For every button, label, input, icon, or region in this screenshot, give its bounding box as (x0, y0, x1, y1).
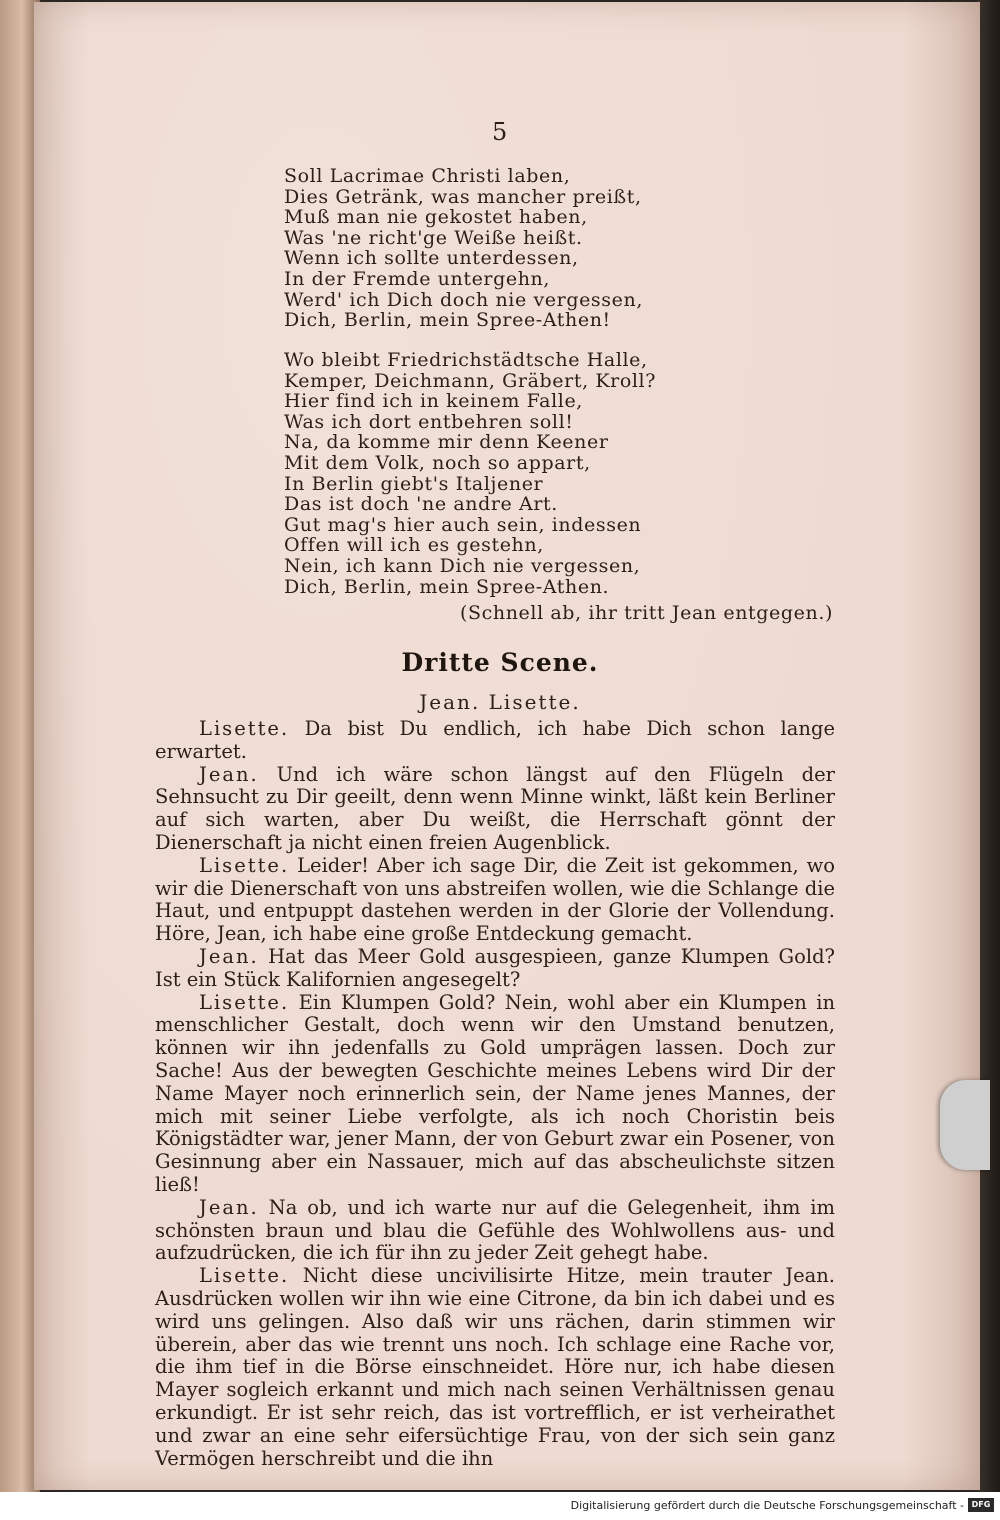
bookmark-tab (940, 1080, 990, 1170)
verse-line: Offen will ich es gestehn, (284, 534, 544, 557)
speech-text: Na ob, und ich warte nur auf die Gelegenheit, ihm im schönsten braun und blau die Gefühle des Wohlwollens aus- und aufzudrücken, die ich für ihn zu jeder Zeit gehegt habe. (155, 1195, 836, 1265)
speech-text: Hat das Meer Gold ausgespieen, ganze Klumpen Gold? Ist ein Stück Kalifornien angesegelt? (155, 944, 836, 991)
speech-text: Leider! Aber ich sage Dir, die Zeit ist gekommen, wo wir die Dienerschaft von uns abstreifen wollen, wie die Schlange die Haut, und entpuppt dastehen werden in der Glorie der Vollendung. Höre, Jean, ich habe eine große Entdeckung gemacht. (155, 853, 836, 946)
verse-line: Nein, ich kann Dich nie vergessen, (284, 554, 641, 577)
verse-line: Was ich dort entbehren soll! (284, 410, 574, 433)
speech-text: Nicht diese uncivilisirte Hitze, mein trauter Jean. Ausdrücken wollen wir ihn wie eine Citrone, da bin ich dabei und es wird uns gelingen. Also daß wir uns rächen, darin stimmen wir überein, aber das wie trennt uns noch. Ich schlage eine Rache vor, die ihm tief in die Börse einschneidet. Höre nur, ich habe diesen Mayer sogleich erkannt und mich nach seinen Verhältnissen genau erkundigt. Er ist sehr reich, das ist vortrefflich, er ist verheirathet und zwar an eine sehr eifersüchtige Frau, von der sich sein ganz Vermögen herschreibt und die ihn (155, 1264, 835, 1470)
verse-line: Das ist doch 'ne andre Art. (284, 493, 558, 516)
verse-line: Soll Lacrimae Christi laben, (284, 165, 571, 187)
verse-line: Hier find ich in keinem Falle, (284, 390, 583, 413)
verse-line: Kemper, Deichmann, Gräbert, Kroll? (284, 369, 657, 392)
verse-line: Wo bleibt Friedrichstädtsche Halle, (284, 349, 648, 371)
dialogue-paragraph (155, 946, 835, 992)
speaker-name: Jean. (199, 762, 259, 786)
speech-text: Und ich wäre schon längst auf den Flügeln der Sehnsucht zu Dir geeilt, denn wenn Minne winkt, läßt kein Berliner auf sich warten, aber Du weißt, die Herrschaft gönnt der Dienerschaft ja nicht einen freien Augenblick. (155, 762, 835, 854)
verse-line: Dies Getränk, was mancher preißt, (284, 185, 642, 208)
verse-line: Dich, Berlin, mein Spree-Athen. (284, 575, 610, 598)
verse-line: Na, da komme mir denn Keener (284, 431, 609, 454)
dfg-logo: DFG (968, 1498, 994, 1512)
song-stanza-1 (284, 166, 643, 331)
dialogue-paragraph (155, 1197, 835, 1265)
dialogue-paragraph (155, 855, 835, 946)
dialogue-paragraph (155, 992, 835, 1197)
speaker-name: Jean. (199, 944, 259, 968)
dialogue-paragraph (155, 764, 835, 855)
speech-text: Ein Klumpen Gold? Nein, wohl aber ein Klumpen in menschlicher Gestalt, doch wenn wir den Umstand benutzen, können wir ihn jedenfalls zu Gold umprägen lassen. Doch zur Sache! Aus der bewegten Geschichte meines Lebens wird Dir der Name Mayer noch erinnerlich sein, der Name jenes Mannes, der mich mit seiner Liebe verfolgte, als ich noch Choristin beis Königstädter war, jener Mann, der von Geburt zwar ein Posener, von Gesinnung aber ein Nassauer, mich auf das abscheulichste sitzen ließ! (155, 990, 836, 1196)
verse-line: Was 'ne richt'ge Weiße heißt. (284, 226, 583, 249)
stage-direction: (Schnell ab, ihr tritt Jean entgegen.) (460, 602, 833, 624)
verse-line: Muß man nie gekostet haben, (284, 206, 588, 229)
verse-line: Dich, Berlin, mein Spree-Athen! (284, 309, 611, 332)
speaker-name: Lisette. (199, 1264, 290, 1288)
verse-line: Gut mag's hier auch sein, indessen (284, 513, 642, 536)
dialogue-block (155, 718, 835, 1470)
song-stanza-2 (284, 350, 656, 597)
speaker-name: Jean. (199, 1195, 259, 1219)
dialogue-paragraph (155, 718, 835, 764)
footer-bar (0, 1492, 1000, 1520)
verse-line: In der Fremde untergehn, (284, 267, 551, 290)
speaker-name: Lisette. (199, 990, 290, 1014)
verse-line: Wenn ich sollte unterdessen, (284, 247, 579, 270)
dialogue-paragraph (155, 1265, 835, 1470)
scene-heading: Dritte Scene. (401, 648, 599, 677)
scene-characters: Jean. Lisette. (419, 690, 581, 714)
verse-line: In Berlin giebt's Italjener (284, 472, 544, 495)
page-number: 5 (492, 118, 508, 146)
speaker-name: Lisette. (199, 853, 290, 877)
funding-credit: Digitalisierung gefördert durch die Deutsche Forschungsgemeinschaft - (570, 1499, 964, 1512)
speech-text: Da bist Du endlich, ich habe Dich schon lange erwartet. (155, 717, 835, 763)
book-edge (978, 0, 1000, 1492)
speaker-name: Lisette. (199, 717, 290, 740)
verse-line: Werd' ich Dich doch nie vergessen, (284, 288, 643, 311)
verse-line: Mit dem Volk, noch so appart, (284, 451, 591, 474)
